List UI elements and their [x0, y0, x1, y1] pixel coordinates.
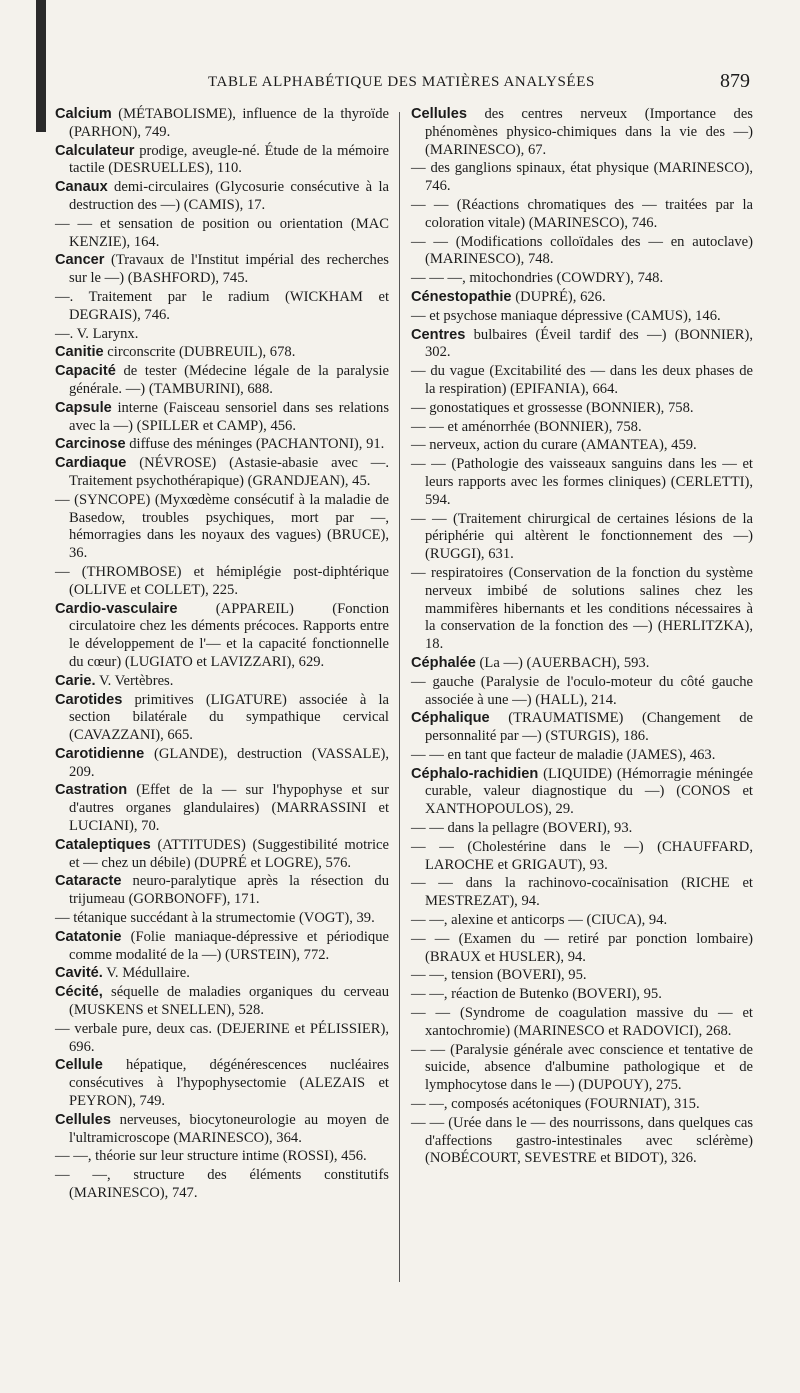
entry-text: — tétanique succédant à la strumectomie (VOGT), 39.: [55, 910, 375, 927]
entry-text: — — —, mitochondries (COWDRY), 748.: [411, 270, 664, 287]
index-entry: [55, 179, 389, 215]
entry-text: interne (Faisceau sensoriel dans ses relations avec la —) (SPILLER et CAMP), 456.: [69, 399, 389, 434]
entry-text: — — (Syndrome de coagulation massive du — et xantochromie) (MARINESCO et RADOVICI), 268.: [411, 1005, 753, 1039]
index-entry: [411, 106, 753, 159]
index-entry: [411, 308, 753, 326]
index-entry: [411, 234, 753, 270]
entry-headword: Carotides: [55, 691, 123, 708]
entry-headword: Céphalo-rachidien: [411, 765, 539, 782]
index-entry: [411, 419, 753, 437]
entry-text: — — (Examen du — retiré par ponction lombaire) (BRAUX et HUSLER), 94.: [411, 930, 753, 965]
entry-text: de tester (Médecine légale de la paralysie générale. —) (TAMBURINI), 688.: [69, 363, 389, 397]
entry-headword: Castration: [55, 782, 128, 799]
index-entry: [411, 160, 753, 196]
index-entry: [55, 564, 389, 600]
entry-text: (DUPRÉ), 626.: [511, 288, 606, 305]
entry-headword: Cataleptiques: [55, 836, 151, 853]
entry-headword: Centres: [411, 326, 466, 343]
index-entry: [55, 252, 389, 288]
index-entry: [411, 327, 753, 363]
entry-headword: Cénestopathie: [411, 288, 512, 305]
index-entry: [55, 216, 389, 252]
index-entry: [55, 910, 389, 928]
running-title: TABLE ALPHABÉTIQUE DES MATIÈRES ANALYSÉES: [208, 74, 595, 90]
entry-headword: Cavité.: [55, 965, 103, 982]
index-entry: [55, 143, 389, 179]
index-entry: [55, 746, 389, 782]
entry-text: séquelle de maladies organiques du cerveau (MUSKENS et SNELLEN), 528.: [69, 984, 389, 1019]
entry-text: — du vague (Excitabilité des — dans les deux phases de la respiration) (EPIFANIA), 664.: [411, 363, 753, 397]
index-entry: [55, 455, 389, 491]
entry-headword: Céphalique: [411, 710, 490, 727]
entry-text: — verbale pure, deux cas. (DEJERINE et PÉLISSIER), 696.: [55, 1020, 389, 1055]
entry-headword: Calcium: [55, 106, 112, 122]
index-entry: [411, 931, 753, 967]
entry-text: — — et aménorrhée (BONNIER), 758.: [411, 418, 642, 435]
index-entry: [411, 1115, 753, 1168]
index-entry: [411, 875, 753, 911]
entry-text: — —, alexine et anticorps — (CIUCA), 94.: [411, 912, 668, 929]
entry-text: — gauche (Paralysie de l'oculo-moteur du côté gauche associée à une —) (HALL), 214.: [411, 673, 753, 708]
index-entry: [411, 655, 753, 673]
index-entry: [55, 601, 389, 672]
index-entry: [411, 1096, 753, 1114]
entry-text: V. Médullaire.: [102, 965, 190, 982]
entry-headword: Cardiaque: [55, 455, 127, 472]
entry-text: nerveuses, biocytoneurologie au moyen de l'ultramicroscope (MARINESCO), 364.: [69, 1111, 389, 1146]
entry-headword: Cellule: [55, 1057, 103, 1074]
entry-text: — — (Paralysie générale avec conscience et tentative de suicide, absence d'albumine pathologique et de lymphocytose dans le —) (DUPOUY), 275.: [411, 1041, 753, 1094]
entry-text: — (THROMBOSE) et hémiplégie post-diphtérique (OLLIVE et COLLET), 225.: [55, 563, 389, 598]
index-entry: [55, 1148, 389, 1166]
index-entry: [55, 965, 389, 983]
index-entry: [411, 766, 753, 819]
entry-text: primitives (LIGATURE) associée à la section bilatérale du sympathique cervical (CAVAZZANI), 665.: [69, 691, 389, 744]
index-entry: [55, 929, 389, 965]
entry-text: — —, structure des éléments constitutifs (MARINESCO), 747.: [55, 1167, 389, 1202]
entry-text: — et psychose maniaque dépressive (CAMUS), 146.: [411, 307, 721, 324]
entry-text: — respiratoires (Conservation de la fonction du système nerveux imbibé de solutions salines chez les mammifères hibernants et les conditions nécessaires à la conservation de la fonction des —) (HERLITZKA), 18.: [411, 564, 753, 653]
entry-text: — —, théorie sur leur structure intime (ROSSI), 456.: [55, 1148, 367, 1165]
entry-text: (LIQUIDE) (Hémorragie méningée curable, valeur diagnostique du —) (CONOS et XANTHOPOULOS), 29.: [425, 765, 753, 818]
index-entry: [55, 400, 389, 436]
entry-text: des centres nerveux (Importance des phénomènes physico-chimiques dans la vie des —) (MARINESCO), 67.: [425, 106, 753, 158]
index-entry: [411, 839, 753, 875]
entry-text: demi-circulaires (Glycosurie consécutive à la destruction des —) (CAMIS), 17.: [69, 179, 389, 213]
entry-text: V. Vertèbres.: [95, 672, 174, 689]
index-entry: [55, 492, 389, 563]
entry-text: bulbaires (Éveil tardif des —) (BONNIER), 302.: [425, 326, 753, 361]
entry-text: diffuse des méninges (PACHANTONI), 91.: [125, 436, 385, 453]
index-entry: [411, 270, 753, 288]
entry-text: — — (Cholestérine dans le —) (CHAUFFARD, LAROCHE et GRIGAUT), 93.: [411, 838, 753, 873]
index-entry: [55, 1167, 389, 1203]
entry-text: — —, réaction de Butenko (BOVERI), 95.: [411, 986, 662, 1003]
entry-headword: Capacité: [55, 363, 116, 380]
entry-text: neuro-paralytique après la résection du trijumeau (GORBONOFF), 171.: [69, 873, 389, 908]
entry-text: (Effet de la — sur l'hypophyse et sur d'autres organes glandulaires) (MARRASSINI et LUCIANI), 70.: [69, 782, 389, 835]
entry-text: prodige, aveugle-né. Étude de la mémoire tactile (DESRUELLES), 110.: [69, 142, 389, 177]
index-entry: [411, 820, 753, 838]
entry-text: (GLANDE), destruction (VASSALE), 209.: [69, 745, 389, 780]
entry-headword: Cataracte: [55, 873, 122, 890]
entry-headword: Cécité,: [55, 984, 103, 1001]
entry-text: (NÉVROSE) (Astasie-abasie avec —. Traitement psychothérapique) (GRANDJEAN), 45.: [69, 455, 389, 489]
index-entry: [411, 967, 753, 985]
entry-text: — — (Urée dans le — des nourrissons, dans quelques cas d'affections gastro-intestinales avec sclérème) (NOBÉCOURT, SEVESTRE et BIDOT), 326.: [411, 1114, 753, 1167]
index-entry: [411, 197, 753, 233]
binding-mark: [36, 0, 46, 132]
index-entry: [55, 289, 389, 325]
index-entry: [411, 1005, 753, 1041]
entry-text: — (SYNCOPE) (Myxœdème consécutif à la maladie de Basedow, troubles psychiques, mort par —, hémorragies dans les noyaux des vagues) (BRUCE), 36.: [55, 491, 389, 562]
entry-text: (Travaux de l'Institut impérial des recherches sur le —) (BASHFORD), 745.: [69, 252, 389, 287]
index-entry: [55, 782, 389, 835]
index-entry: [411, 289, 753, 307]
index-entry: [55, 873, 389, 909]
entry-headword: Catatonie: [55, 928, 122, 945]
index-entry: [55, 106, 389, 142]
entry-text: — —, tension (BOVERI), 95.: [411, 967, 587, 984]
right-column: [411, 106, 753, 1169]
index-entry: [55, 692, 389, 745]
index-entry: [55, 1021, 389, 1057]
entry-headword: Canaux: [55, 179, 108, 196]
entry-headword: Carie.: [55, 672, 96, 689]
index-entry: [55, 837, 389, 873]
entry-text: — — dans la pellagre (BOVERI), 93.: [411, 820, 633, 837]
entry-headword: Cardio-vasculaire: [55, 600, 178, 617]
entry-text: — — et sensation de position ou orientation (MAC KENZIE), 164.: [55, 215, 389, 250]
entry-text: — des ganglions spinaux, état physique (MARINESCO), 746.: [411, 160, 753, 195]
entry-text: (MÉTABOLISME), influence de la thyroïde (PARHON), 749.: [69, 106, 389, 140]
entry-text: (TRAUMATISME) (Changement de personnalité par —) (STURGIS), 186.: [425, 710, 753, 745]
left-column: [55, 106, 389, 1204]
index-entry: [55, 363, 389, 399]
index-entry: [411, 511, 753, 564]
index-entry: [55, 436, 389, 454]
index-entry: [411, 437, 753, 455]
entry-text: — — en tant que facteur de maladie (JAMES), 463.: [411, 746, 716, 763]
entry-text: — — (Pathologie des vaisseaux sanguins dans les — et leurs rapports avec les formes cliniques) (CERLETTI), 594.: [411, 456, 753, 508]
entry-text: (La —) (AUERBACH), 593.: [475, 654, 650, 671]
index-entry: [55, 344, 389, 362]
index-entry: [411, 565, 753, 654]
entry-text: — nerveux, action du curare (AMANTEA), 459.: [411, 437, 697, 454]
index-entry: [411, 1042, 753, 1095]
entry-text: (APPAREIL) (Fonction circulatoire chez les déments précoces. Rapports entre le développement de l'— et la capacité fonctionnelle du cœur) (LUGIATO et LAVIZZARI), 629.: [69, 600, 389, 670]
entry-text: — — (Modifications colloïdales des — en autoclave) (MARINESCO), 748.: [411, 233, 753, 268]
index-entry: [55, 673, 389, 691]
entry-headword: Cellules: [411, 106, 467, 122]
index-entry: [411, 363, 753, 399]
entry-headword: Calculateur: [55, 142, 135, 159]
index-entry: [411, 400, 753, 418]
index-entry: [411, 710, 753, 746]
column-rule: [399, 112, 400, 1282]
index-entry: [55, 984, 389, 1020]
entry-text: (ATTITUDES) (Suggestibilité motrice et — chez un débile) (DUPRÉ et LOGRE), 576.: [69, 836, 389, 871]
index-entry: [411, 747, 753, 765]
entry-headword: Canitie: [55, 344, 104, 361]
page-header: [60, 66, 750, 96]
index-entry: [411, 674, 753, 710]
index-entry: [55, 1057, 389, 1110]
entry-headword: Céphalée: [411, 654, 476, 671]
entry-text: — —, composés acétoniques (FOURNIAT), 315.: [411, 1096, 700, 1113]
index-entry: [411, 912, 753, 930]
entry-headword: Carcinose: [55, 436, 126, 453]
entry-text: — — dans la rachinovo-cocaïnisation (RICHE et MESTREZAT), 94.: [411, 875, 753, 910]
page-number: 879: [720, 70, 750, 92]
entry-text: (Folie maniaque-dépressive et périodique comme modalité de la —) (URSTEIN), 772.: [69, 928, 389, 963]
entry-text: —. Traitement par le radium (WICKHAM et DEGRAIS), 746.: [55, 288, 389, 323]
entry-text: — — (Réactions chromatiques des — traitées par la coloration vitale) (MARINESCO), 746.: [411, 196, 753, 231]
entry-text: — — (Traitement chirurgical de certaines lésions de la périphérie qui altèrent le fonctionnement des —) (RUGGI), 631.: [411, 510, 753, 563]
entry-headword: Carotidienne: [55, 745, 145, 762]
entry-headword: Cancer: [55, 252, 105, 269]
entry-text: — gonostatiques et grossesse (BONNIER), 758.: [411, 399, 694, 416]
entry-text: —. V. Larynx.: [55, 325, 139, 342]
entry-headword: Capsule: [55, 399, 112, 416]
index-entry: [55, 1112, 389, 1148]
entry-text: hépatique, dégénérescences nucléaires consécutives à l'hypophysectomie (ALEZAIS et PEYRON), 749.: [69, 1057, 389, 1110]
entry-text: circonscrite (DUBREUIL), 678.: [103, 344, 296, 361]
index-entry: [411, 456, 753, 509]
index-entry: [411, 986, 753, 1004]
entry-headword: Cellules: [55, 1111, 111, 1128]
index-entry: [55, 326, 389, 344]
